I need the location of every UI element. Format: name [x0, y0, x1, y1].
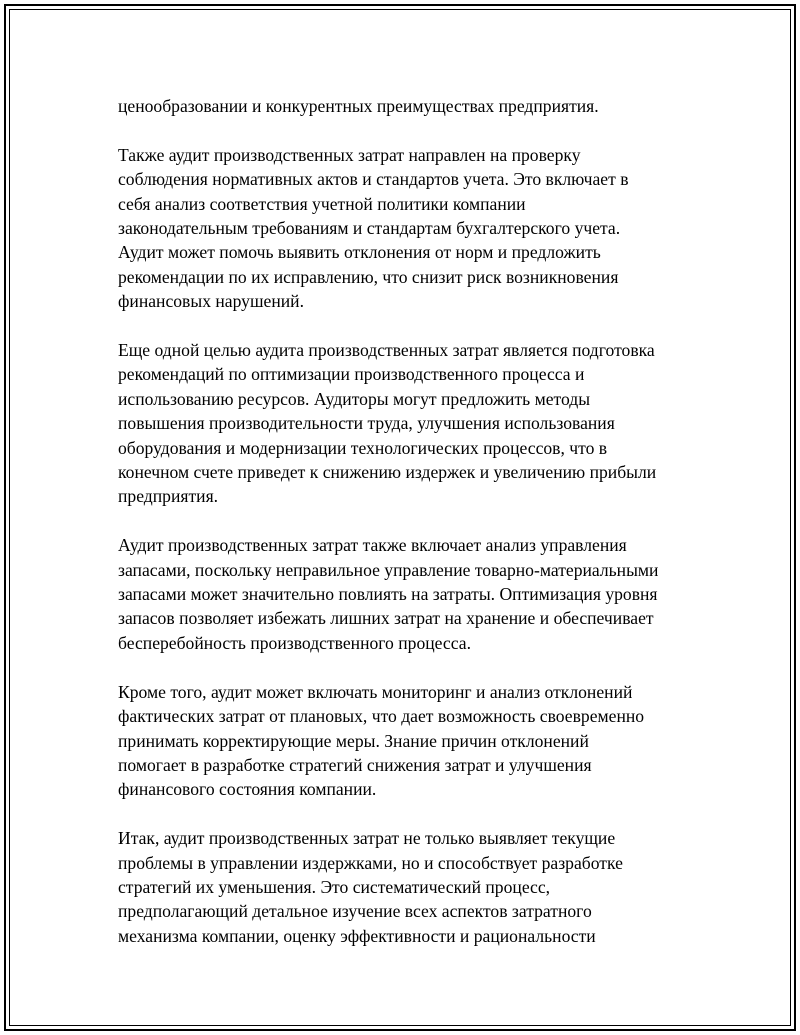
text-line: законодательным требованиям и стандартам бухгалтерского учета. — [118, 218, 621, 239]
text-line: предприятия. — [118, 486, 219, 507]
text-line: запасами, поскольку неправильное управление товарно-материальными — [118, 559, 659, 580]
paragraph — [118, 143, 698, 314]
text-line: конечном счете приведет к снижению издержек и увеличению прибыли — [118, 462, 657, 483]
text-line: повышения производительности труда, улучшения использования — [118, 413, 615, 434]
text-line: Также аудит производственных затрат направлен на проверку — [118, 144, 581, 165]
text-line: себя анализ соответствия учетной политики компании — [118, 193, 526, 214]
text-line: финансовых нарушений. — [118, 291, 304, 312]
text-line: стратегий их уменьшения. Это систематический процесс, — [118, 876, 551, 897]
text-line: Еще одной целью аудита производственных затрат является подготовка — [118, 340, 655, 361]
text-line: бесперебойность производственного процесса. — [118, 632, 471, 653]
text-line: запасов позволяет избежать лишних затрат на хранение и обеспечивает — [118, 608, 654, 629]
text-line: Итак, аудит производственных затрат не только выявляет текущие — [118, 828, 616, 849]
text-line: помогает в разработке стратегий снижения затрат и улучшения — [118, 754, 592, 775]
text-line: запасами может значительно повлиять на затраты. Оптимизация уровня — [118, 584, 658, 605]
text-line: принимать корректирующие меры. Знание причин отклонений — [118, 730, 589, 751]
text-line: предполагающий детальное изучение всех аспектов затратного — [118, 901, 592, 922]
paragraph — [118, 826, 698, 948]
paragraph — [118, 338, 698, 509]
text-line: рекомендаций по оптимизации производственного процесса и — [118, 364, 585, 385]
paragraph — [118, 94, 698, 118]
document-body — [118, 94, 698, 973]
paragraph — [118, 533, 698, 655]
paragraph — [118, 680, 698, 802]
text-line: Аудит производственных затрат также включает анализ управления — [118, 535, 627, 556]
text-line: Кроме того, аудит может включать мониторинг и анализ отклонений — [118, 681, 633, 702]
text-line: фактических затрат от плановых, что дает возможность своевременно — [118, 706, 645, 727]
text-line: соблюдения нормативных актов и стандартов учета. Это включает в — [118, 169, 629, 190]
text-line: механизма компании, оценку эффективности и рациональности — [118, 925, 596, 946]
text-line: ценообразовании и конкурентных преимуществах предприятия. — [118, 96, 599, 116]
text-line: финансового состояния компании. — [118, 779, 377, 800]
text-line: рекомендации по их исправлению, что снизит риск возникновения — [118, 266, 619, 287]
text-line: использованию ресурсов. Аудиторы могут предложить методы — [118, 388, 591, 409]
text-line: проблемы в управлении издержками, но и способствует разработке — [118, 852, 623, 873]
text-line: оборудования и модернизации технологических процессов, что в — [118, 437, 608, 458]
text-line: Аудит может помочь выявить отклонения от норм и предложить — [118, 242, 601, 263]
